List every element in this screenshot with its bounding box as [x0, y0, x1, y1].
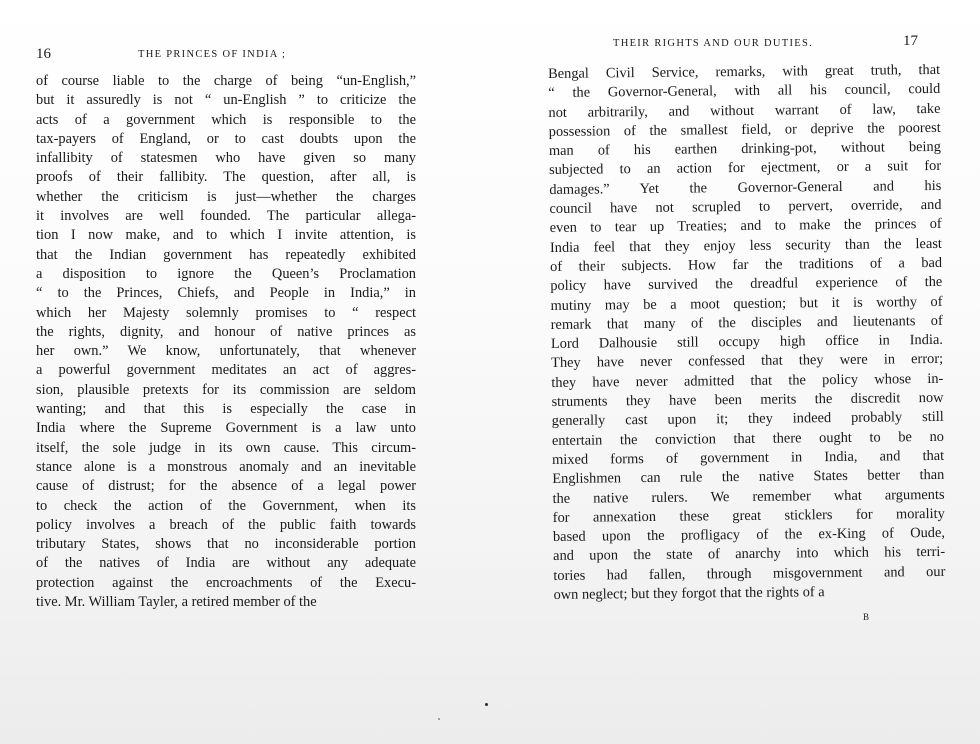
text-line: itself, the sole judge in its own cause. This circum- [36, 439, 416, 456]
text-line: sion, plausible pretexts for its commission are seldom [36, 381, 416, 398]
page-number: 16 [36, 46, 51, 62]
text-line: India where the Supreme Government is a law unto [36, 420, 416, 437]
text-line: that the Indian government has repeatedly exhibited [36, 246, 416, 263]
running-head: THEIR RIGHTS AND OUR DUTIES. [613, 38, 814, 49]
text-line: generally cast upon it; they indeed probably still [551, 409, 944, 430]
text-line: tion I now make, and to which I invite attention, is [36, 227, 416, 244]
text-line: man of his earthen drinking-pot, without being [548, 139, 941, 160]
text-line: a powerful government meditates an act of aggres- [36, 362, 416, 379]
ink-speck [485, 703, 488, 706]
text-line: Lord Dalhousie still occupy high office in India. [550, 332, 943, 353]
running-head: THE PRINCES OF INDIA ; [138, 49, 287, 60]
text-line: policy have survived the dreadful experience of the [550, 274, 943, 295]
text-line: struments they have been merits the discredit now [551, 389, 944, 411]
text-line: acts of a government which is responsible to the [36, 111, 416, 128]
page-body-text [548, 61, 946, 605]
text-line: and upon the state of anarchy into which his terri- [553, 544, 946, 565]
ink-speck [438, 718, 440, 720]
text-line: possession of the smallest field, or deprive the poorest [548, 119, 941, 140]
text-line: the native rulers. We remember what arguments [552, 486, 945, 507]
text-line: Bengal Civil Service, remarks, with great truth, that [548, 61, 941, 82]
text-line: the rights, dignity, and honour of native princes as [36, 323, 416, 340]
text-line: cause of distrust; for the absence of a legal power [36, 478, 416, 495]
text-line: a disposition to ignore the Queen’s Proclamation [36, 265, 416, 282]
text-line: infallibity of statesmen who have given so many [36, 150, 416, 167]
text-line: policy involves a breach of the public faith towards [36, 516, 416, 533]
text-line: based upon the profligacy of the ex-King of Oude, [552, 524, 946, 546]
text-line: not arbitrarily, and without warrant of law, take [548, 100, 941, 121]
text-line: “ the Governor-General, with all his council, could [548, 81, 941, 102]
text-line: it involves are well founded. The particular allega- [36, 208, 416, 225]
text-line: of course liable to the charge of being “un-English,” [36, 73, 416, 89]
text-line: of their subjects. How far the traditions of a bad [550, 254, 943, 275]
text-line: tributary States, shows that no inconsiderable portion [36, 536, 416, 553]
signature-mark: B [863, 612, 871, 622]
text-line: protection against the encroachments of the Execu- [36, 574, 416, 591]
right-page [510, 0, 980, 744]
text-line: her own.” We know, unfortunately, that whenever [36, 343, 416, 360]
text-line: Englishmen can rule the native States better than [552, 467, 945, 488]
text-line: they have never admitted that the policy whose in- [551, 370, 944, 391]
text-line: “ to the Princes, Chiefs, and People in India,” in [36, 285, 416, 302]
text-line: tax-payers of England, or to cast doubts upon the [36, 130, 416, 147]
text-line: stance alone is a monstrous anomaly and an inevitable [36, 458, 416, 475]
text-line: but it assuredly is not “ un-English ” to criticize the [36, 92, 416, 109]
text-line: of the natives of India are without any adequate [36, 555, 416, 572]
text-line: They have never confessed that they were in error; [551, 351, 944, 372]
text-line: entertain the conviction that there ought to be no [551, 428, 944, 449]
text-line: which her Majesty solemnly promises to “ respect [36, 304, 416, 321]
text-line: India feel that they enjoy less security than the least [549, 235, 942, 256]
text-line: whether the criticism is just—whether the charges [36, 188, 416, 205]
text-line: tories had fallen, through misgovernment and our [553, 563, 946, 584]
text-line: own neglect; but they forgot that the rights of a [553, 584, 825, 603]
text-line: council have not scrupled to pervert, override, and [549, 196, 942, 218]
text-line: damages.” Yet the Governor-General and his [549, 177, 942, 198]
text-line: mutiny may be a moot question; but it is worthy of [550, 293, 943, 314]
text-line: mixed forms of government in India, and that [552, 447, 945, 468]
text-line: wanting; and that this is especially the case in [36, 401, 416, 418]
text-line: to check the action of the Government, when its [36, 497, 416, 514]
page-body-text [36, 72, 416, 612]
page-number: 17 [903, 33, 918, 49]
text-line: remark that many of the disciples and lieutenants of [550, 312, 943, 333]
text-line: for annexation these great sticklers for morality [552, 505, 945, 526]
left-page [0, 0, 470, 744]
text-line: tive. Mr. William Tayler, a retired member of the [36, 594, 317, 611]
text-line: even to tear up Treaties; and to make the princes of [549, 216, 942, 237]
text-line: subjected to an action for ejectment, or a suit for [549, 158, 942, 179]
text-line: proofs of their fallibity. The question, after all, is [36, 169, 416, 186]
